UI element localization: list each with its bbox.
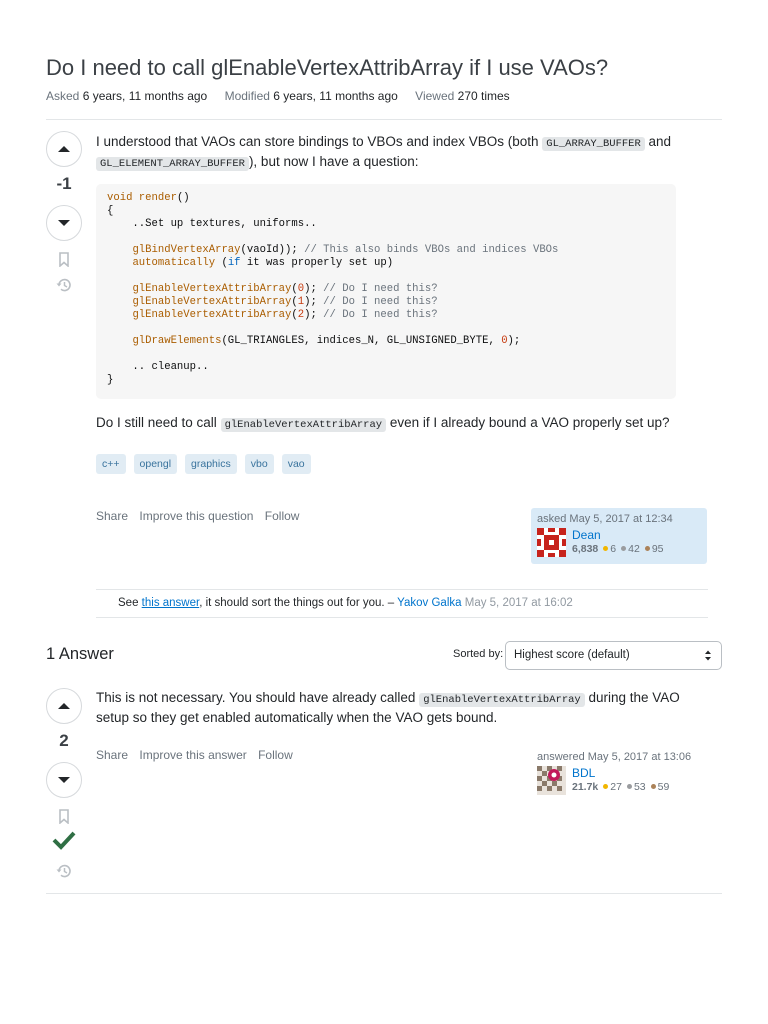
downvote-button[interactable] xyxy=(46,205,82,241)
tag-vbo[interactable]: vbo xyxy=(245,454,274,474)
answer-score: 2 xyxy=(59,731,69,750)
body-text: during the VAO setup so they get enabled automatically when the VAO gets bound. xyxy=(96,690,680,725)
tag-graphics[interactable]: graphics xyxy=(185,454,237,474)
silver-badge-count: 42 xyxy=(628,543,640,555)
code-block[interactable]: void render() { ..Set up textures, uniforms.. glBindVertexArray(vaoId)); // This also binds VBOs and indices VBOs automatically (if it was properly set up) glEnableVertexAttribArray(0); // Do I need this? glEnableVertexAttribArray(1); // Do I need this? glEnableVertexAttribArray(2); // Do I need this? glDrawElements(GL_TRIANGLES, indices_N, GL_UNSIGNED_BYTE, 0); .. cleanup.. } xyxy=(96,184,676,399)
body-text: even if I already bound a VAO properly set up? xyxy=(386,415,670,430)
history-icon xyxy=(55,276,73,294)
question-score: -1 xyxy=(56,174,72,193)
bookmark-icon xyxy=(58,809,70,824)
viewed-value: 270 times xyxy=(457,89,510,103)
bronze-badge-icon xyxy=(651,784,656,789)
inline-code: glEnableVertexAttribArray xyxy=(221,418,387,432)
question-owner-card xyxy=(531,508,707,564)
inline-code: glEnableVertexAttribArray xyxy=(419,693,585,707)
upvote-button[interactable] xyxy=(46,131,82,167)
asked-value: 6 years, 11 months ago xyxy=(82,89,208,103)
comment-text: , it should sort the things out for you. – xyxy=(199,597,398,609)
body-text: This is not necessary. You should have already called xyxy=(96,690,420,705)
arrow-down-icon xyxy=(57,219,71,227)
follow-link[interactable]: Follow xyxy=(258,748,293,762)
answer-actions xyxy=(96,748,301,762)
answer-owner-card xyxy=(531,751,707,795)
timeline-button[interactable] xyxy=(46,276,82,294)
question-title[interactable]: Do I need to call glEnableVertexAttribArray if I use VAOs? xyxy=(46,55,609,80)
asked-time[interactable]: asked May 5, 2017 at 12:34 xyxy=(537,513,673,525)
modified-value[interactable]: 6 years, 11 months ago xyxy=(273,89,398,103)
bronze-badge-icon xyxy=(645,546,650,551)
improve-question-link[interactable]: Improve this question xyxy=(139,509,254,523)
comment-user[interactable]: Yakov Galka xyxy=(397,597,462,609)
question-vote-cell xyxy=(46,131,82,294)
silver-badge-count: 53 xyxy=(633,781,646,793)
history-icon xyxy=(55,862,73,880)
user-avatar[interactable] xyxy=(537,766,566,795)
improve-answer-link[interactable]: Improve this answer xyxy=(139,748,247,762)
header-divider xyxy=(46,119,722,120)
user-name[interactable]: BDL xyxy=(572,766,596,780)
follow-link[interactable]: Follow xyxy=(264,509,300,523)
inline-code: GL_ELEMENT_ARRAY_BUFFER xyxy=(96,157,249,171)
checkmark-icon xyxy=(52,830,76,850)
bronze-badge-count: 95 xyxy=(651,543,664,555)
answer-vote-cell xyxy=(46,688,82,880)
comment-link[interactable]: this answer xyxy=(141,597,200,609)
arrow-up-icon xyxy=(57,145,71,153)
tag-opengl[interactable]: opengl xyxy=(134,454,178,474)
sort-value: Highest score (default) xyxy=(514,649,630,661)
reputation: 6,838 xyxy=(572,543,599,555)
answers-count: 1 Answer xyxy=(46,645,114,663)
body-text: ), but now I have a question: xyxy=(248,154,419,169)
comment-divider-bottom xyxy=(96,617,708,618)
sort-label: Sorted by: xyxy=(453,648,504,660)
user-name[interactable]: Dean xyxy=(572,528,601,542)
answer-bookmark-button[interactable] xyxy=(46,809,82,824)
gold-badge-icon xyxy=(603,546,608,551)
question-meta xyxy=(46,89,524,103)
tag-vao[interactable]: vao xyxy=(282,454,311,474)
modified-label: Modified xyxy=(224,89,270,103)
bronze-badge-count: 59 xyxy=(657,781,670,793)
gold-badge-count: 27 xyxy=(610,781,622,793)
answer-divider xyxy=(46,893,722,894)
question-actions xyxy=(96,509,307,523)
question-body-p1 xyxy=(96,133,706,173)
answer-downvote-button[interactable] xyxy=(46,762,82,798)
share-link[interactable]: Share xyxy=(96,509,129,523)
bookmark-icon xyxy=(58,252,70,267)
gold-badge-icon xyxy=(603,784,608,789)
answer-timeline-button[interactable] xyxy=(46,862,82,880)
answered-time[interactable]: answered May 5, 2017 at 13:06 xyxy=(537,751,692,763)
select-arrows-icon xyxy=(704,649,712,662)
asked-label: Asked xyxy=(46,89,80,103)
bookmark-button[interactable] xyxy=(46,252,82,267)
reputation: 21.7k xyxy=(572,781,599,793)
body-text: and xyxy=(644,134,672,149)
silver-badge-icon xyxy=(621,546,626,551)
viewed-label: Viewed xyxy=(415,89,455,103)
silver-badge-icon xyxy=(627,784,632,789)
gold-badge-count: 6 xyxy=(610,543,617,555)
comment-date[interactable]: May 5, 2017 at 16:02 xyxy=(464,597,573,609)
sort-select[interactable] xyxy=(505,641,722,670)
body-text: Do I still need to call xyxy=(96,415,221,430)
comment-divider-top xyxy=(96,589,708,590)
accepted-answer-indicator xyxy=(46,830,82,850)
inline-code: GL_ARRAY_BUFFER xyxy=(542,137,645,151)
body-text: I understood that VAOs can store bindings to VBOs and index VBOs (both xyxy=(96,134,543,149)
answer-upvote-button[interactable] xyxy=(46,688,82,724)
tag-list xyxy=(96,454,311,474)
answer-body xyxy=(96,689,686,727)
arrow-down-icon xyxy=(57,776,71,784)
user-avatar[interactable] xyxy=(537,528,566,557)
comment-text: See xyxy=(118,597,142,609)
arrow-up-icon xyxy=(57,702,71,710)
share-link[interactable]: Share xyxy=(96,748,129,762)
comment xyxy=(118,597,573,609)
tag-cpp[interactable]: c++ xyxy=(96,454,126,474)
question-body-p2 xyxy=(96,414,706,434)
